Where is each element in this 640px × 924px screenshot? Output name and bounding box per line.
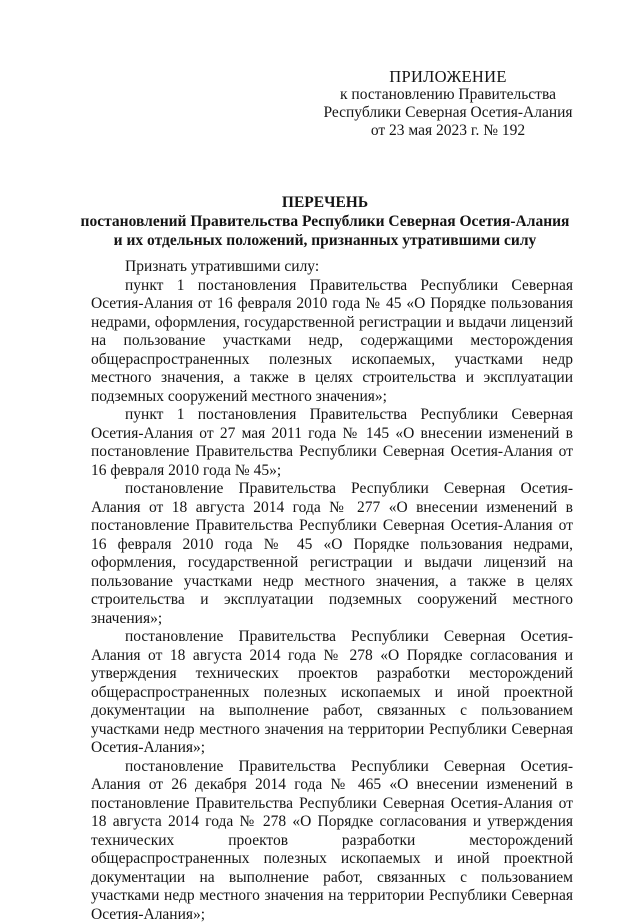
heading-subtitle-line-2: и их отдельных положений, признанных утратившими силу: [60, 231, 590, 250]
list-item-5: постановление Правительства Республики Северная Осетия-Алания от 26 декабря 2014 года № 465 «О внесении изменений в постановление Правительства Республики Северная Осетия-Алания от 18 августа 2014 года № 278 «О Порядке согласования и утверждения технических проектов разработки месторождений общераспространенных полезных ископаемых и иной проектной документации на выполнение работ, связанных с пользованием участками недр местного значения на территории Республики Северная Осетия-Алания»;: [91, 758, 573, 924]
list-item-4: постановление Правительства Республики Северная Осетия-Алания от 18 августа 2014 года № 278 «О Порядке согласования и утверждения технических проектов разработки месторождений общераспространенных полезных ископаемых и иной проектной документации на выполнение работ, связанных с пользованием участками недр местного значения на территории Республики Северная Осетия-Алания»;: [91, 628, 573, 758]
document-body: [91, 258, 573, 924]
list-item-2: пункт 1 постановления Правительства Республики Северная Осетия-Алания от 27 мая 2011 года № 145 «О внесении изменений в постановление Правительства Республики Северная Осетия-Алания от 16 февраля 2010 года № 45»;: [91, 406, 573, 480]
appendix-title: ПРИЛОЖЕНИЕ: [300, 68, 596, 86]
heading-title: ПЕРЕЧЕНЬ: [60, 193, 590, 212]
appendix-line-1: к постановлению Правительства: [300, 86, 596, 104]
appendix-block: [300, 68, 596, 140]
appendix-line-3: от 23 мая 2023 г. № 192: [300, 122, 596, 140]
list-item-1: пункт 1 постановления Правительства Республики Северная Осетия-Алания от 16 февраля 2010 года № 45 «О Порядке пользования недрами, оформления, государственной регистрации и выдачи лицензий на пользование участками недр, содержащими месторождения общераспространенных полезных ископаемых, участками недр местного значения, а также в целях строительства и эксплуатации подземных сооружений местного значения»;: [91, 277, 573, 407]
appendix-line-2: Республики Северная Осетия-Алания: [300, 104, 596, 122]
document-heading: [60, 193, 590, 250]
heading-subtitle-line-1: постановлений Правительства Республики Северная Осетия-Алания: [60, 212, 590, 231]
list-item-3: постановление Правительства Республики Северная Осетия-Алания от 18 августа 2014 года № 277 «О внесении изменений в постановление Правительства Республики Северная Осетия-Алания от 16 февраля 2010 года № 45 «О Порядке пользования недрами, оформления, государственной регистрации и выдачи лицензий на пользование участками недр местного значения, а также в целях строительства и эксплуатации подземных сооружений местного значения»;: [91, 480, 573, 628]
intro-paragraph: Признать утратившими силу:: [91, 258, 573, 277]
